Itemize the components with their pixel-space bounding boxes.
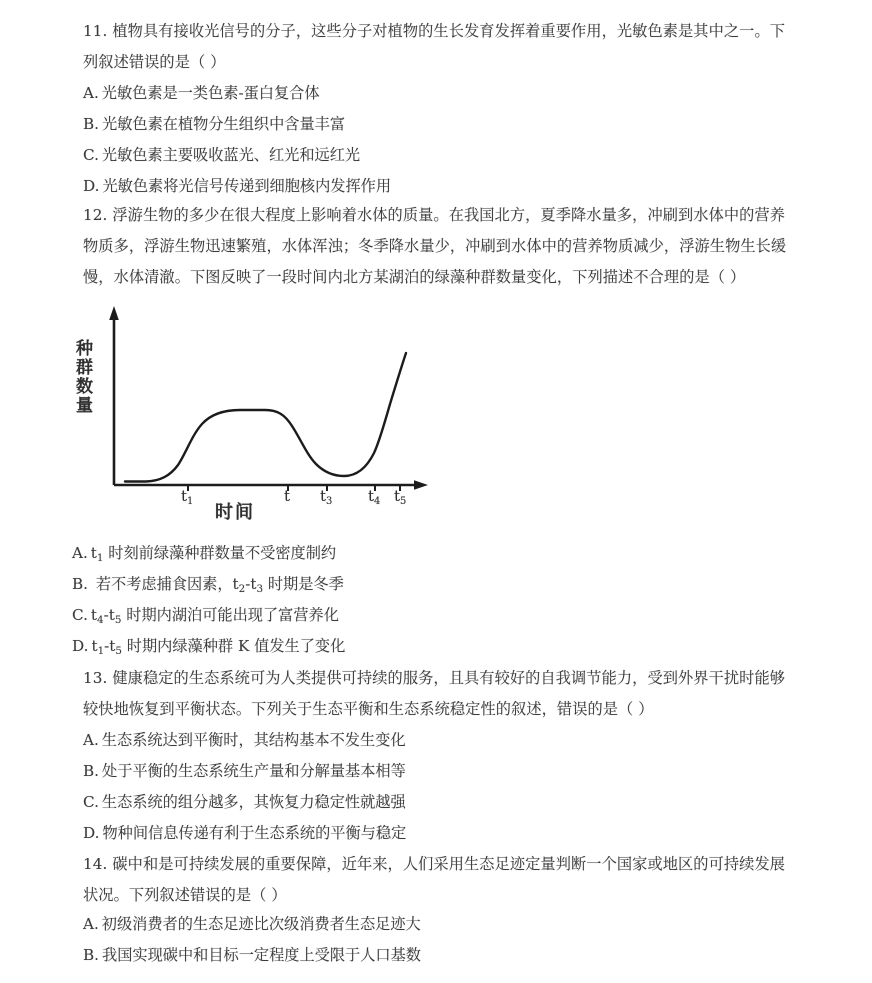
population-curve-figure — [60, 295, 460, 535]
chart-x-axis-arrow — [414, 480, 428, 490]
option-12-c[interactable]: C. $t_4-t_5$ 时期内湖泊可能出现了富营养化 — [72, 606, 339, 626]
option-13-a-text: 生态系统达到平衡时，其结构基本不发生变化 — [101, 731, 406, 749]
option-11-c[interactable] — [83, 140, 789, 171]
option-11-c-label: C. — [83, 146, 99, 164]
option-12-b-label: B. — [72, 575, 88, 593]
chart-y-axis-arrow — [109, 306, 119, 320]
option-13-d[interactable] — [83, 818, 789, 849]
question-13 — [83, 663, 789, 725]
question-13-options — [83, 725, 789, 849]
option-12-a-label: A. — [72, 544, 88, 562]
option-12-d-label: D. — [72, 637, 89, 655]
chart-tick-label-t2: t — [284, 487, 291, 505]
question-11-stem-line-1: 11. 植物具有接收光信号的分子，这些分子对植物的生长发育发挥着重要作用，光敏色素是其中之一。下 — [83, 22, 786, 40]
option-13-c-label: C. — [83, 793, 99, 811]
chart-y-axis-label — [72, 340, 98, 416]
option-13-a[interactable] — [83, 725, 789, 756]
question-13-stem-line-2: 较快地恢复到平衡状态。下列关于生态平衡和生态系统稳定性的叙述，错误的是（ ） — [83, 700, 654, 718]
option-13-b[interactable] — [83, 756, 789, 787]
option-11-a-text: 光敏色素是一类色素-蛋白复合体 — [101, 84, 320, 102]
option-13-d-text: 物种间信息传递有利于生态系统的平衡与稳定 — [102, 824, 407, 842]
y-axis-label-char-1: 种 — [76, 339, 94, 359]
chart-tick-label-t1: $t_1$ — [181, 487, 194, 507]
option-12-d[interactable]: D. $t_1-t_5$ 时期内绿藻种群 K 值发生了变化 — [72, 637, 346, 657]
option-13-a-label: A. — [83, 731, 99, 749]
y-axis-label-char-4: 量 — [76, 396, 94, 416]
chart-population-curve — [125, 353, 406, 482]
chart-tick-label-t5: $t_5$ — [394, 487, 407, 507]
option-14-a[interactable] — [83, 909, 789, 940]
option-14-a-text: 初级消费者的生态足迹比次级消费者生态足迹大 — [101, 915, 421, 933]
option-14-a-label: A. — [83, 915, 99, 933]
y-axis-label-char-2: 群 — [76, 358, 94, 378]
option-13-b-text: 处于平衡的生态系统生产量和分解量基本相等 — [102, 762, 406, 780]
option-11-d[interactable] — [83, 171, 789, 202]
option-14-b-text: 我国实现碳中和目标一定程度上受限于人口基数 — [102, 946, 421, 964]
option-14-b-label: B. — [83, 946, 99, 964]
question-14-options — [83, 909, 789, 971]
option-11-d-label: D. — [83, 177, 100, 195]
question-14-stem-line-1: 14. 碳中和是可持续发展的重要保障，近年来，人们采用生态足迹定量判断一个国家或地区的可持续发展 — [83, 855, 786, 873]
question-14 — [83, 849, 789, 911]
option-11-b-text: 光敏色素在植物分生组织中含量丰富 — [102, 115, 345, 133]
option-12-c-label: C. — [72, 606, 88, 624]
option-11-d-text: 光敏色素将光信号传递到细胞核内发挥作用 — [102, 177, 392, 195]
option-13-c[interactable] — [83, 787, 789, 818]
question-14-stem-line-2: 状况。下列叙述错误的是（ ） — [83, 886, 287, 904]
option-13-c-text: 生态系统的组分越多，其恢复力稳定性就越强 — [101, 793, 406, 811]
question-13-stem-line-1: 13. 健康稳定的生态系统可为人类提供可持续的服务，且具有较好的自我调节能力，受到外界干扰时能够 — [83, 669, 786, 687]
chart-tick-label-t4: $t_4$ — [368, 487, 381, 507]
option-13-d-label: D. — [83, 824, 100, 842]
option-11-a-label: A. — [83, 84, 99, 102]
option-12-a[interactable]: A. $t_1$ 时刻前绿藻种群数量不受密度制约 — [72, 544, 337, 564]
question-11 — [83, 16, 789, 78]
option-11-c-text: 光敏色素主要吸收蓝光、红光和远红光 — [101, 146, 361, 164]
question-11-stem-line-2: 列叙述错误的是（ ） — [83, 53, 226, 71]
question-12-stem-line-1: 12. 浮游生物的多少在很大程度上影响着水体的质量。在我国北方，夏季降水量多，冲刷到水体中的营养 — [83, 206, 786, 224]
question-12-options — [72, 538, 778, 662]
option-11-b-label: B. — [83, 115, 99, 133]
question-12-stem-line-2: 物质多，浮游生物迅速繁殖，水体浑浊；冬季降水量少，冲刷到水体中的营养物质减少，浮游生物生长缓 — [83, 237, 787, 255]
y-axis-label-char-3: 数 — [76, 377, 94, 397]
question-12-stem-line-3: 慢，水体清澈。下图反映了一段时间内北方某湖泊的绿藻种群数量变化，下列描述不合理的是（ ） — [83, 268, 746, 286]
option-12-b[interactable]: B. 若不考虑捕食因素，$t_2-t_3$ 时期是冬季 — [72, 575, 344, 595]
option-14-b[interactable] — [83, 940, 789, 971]
chart-tick-label-t3: $t_3$ — [320, 487, 333, 507]
question-11-options — [83, 78, 789, 202]
option-11-a[interactable] — [83, 78, 789, 109]
chart-x-axis-label: 时间 — [215, 502, 255, 523]
option-11-b[interactable] — [83, 109, 789, 140]
option-13-b-label: B. — [83, 762, 99, 780]
question-12 — [83, 200, 789, 293]
